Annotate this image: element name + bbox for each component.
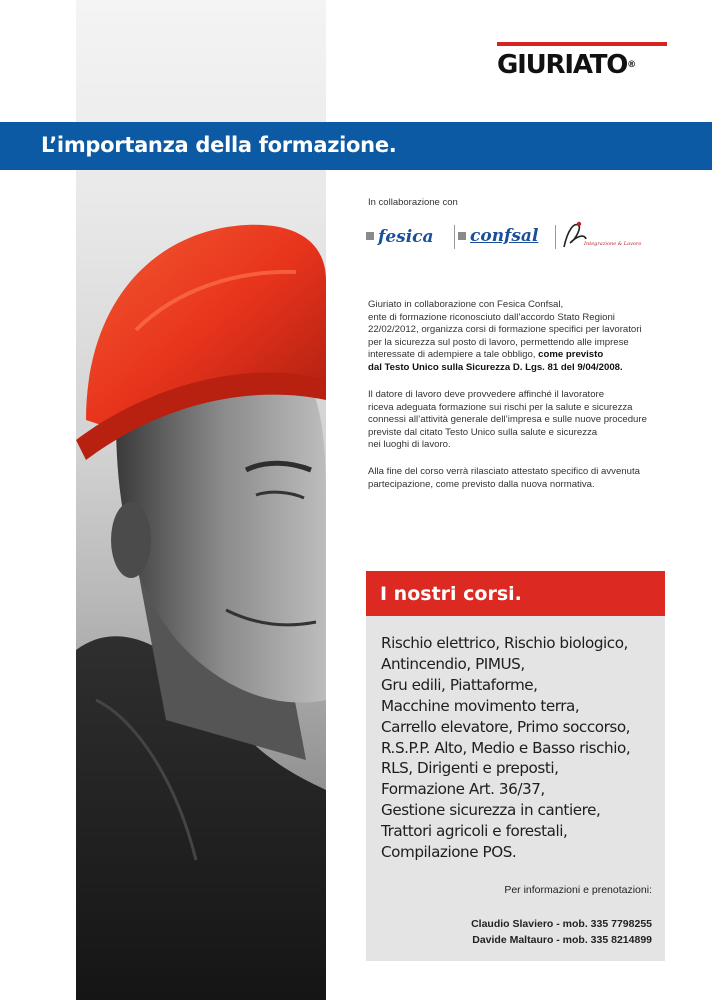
text-fragment: interessate di adempiere a tale obbligo, [368,349,536,361]
fesica-square-icon [366,232,374,240]
course-item: Antincendio, PIMUS, [381,654,525,673]
text-line: 22/02/2012, organizza corsi di formazione specifici per lavoratori [368,324,642,336]
text-line: Il datore di lavoro deve provvedere affinché il lavoratore [368,389,605,400]
text-line: Giuriato in collaborazione con Fesica Confsal, [368,299,564,310]
course-item: Gestione sicurezza in cantiere, [381,801,601,820]
logo-reg-mark: ® [627,60,635,70]
page-title: L’importanza della formazione. [41,133,397,157]
text-line [368,349,688,362]
contact-davide: Davide Maltauro - mob. 335 8214899 [472,934,652,946]
course-item: Carrello elevatore, Primo soccorso, [381,717,631,736]
course-item: Trattori agricoli e forestali, [381,822,568,841]
course-item: Macchine movimento terra, [381,696,580,715]
text-bold-fragment: dal Testo Unico sulla Sicurezza D. Lgs. 81 del 9/04/2008. [368,361,623,373]
text-line: ente di formazione riconosciuto dall’accordo Stato Regioni [368,311,615,323]
text-line: nei luoghi di lavoro. [368,439,451,451]
text-line [368,362,688,375]
course-item: R.S.P.P. Alto, Medio e Basso rischio, [381,738,631,757]
text-line: riceva adeguata formazione sui rischi per la salute e sicurezza [368,401,633,413]
partner-integrazione-label: Integrazione & Lavoro [584,241,642,247]
contact-claudio: Claudio Slaviero - mob. 335 7798255 [471,918,652,930]
partner-logos [366,219,676,253]
info-label: Per informazioni e prenotazioni: [504,884,652,896]
intro-paragraph [368,299,688,375]
giuriato-logo [497,42,667,78]
course-item: Formazione Art. 36/37, [381,780,545,799]
partner-divider [555,225,556,249]
logo-red-bar [497,42,667,46]
courses-title: I nostri corsi. [380,583,522,605]
text-line: previste dal citato Testo Unico sulla salute e sicurezza [368,426,598,438]
ear-shape [111,502,151,578]
text-line: partecipazione, come previsto dalla nuova normativa. [368,478,595,490]
text-line: Alla fine del corso verrà rilasciato attestato specifico di avvenuta [368,466,640,477]
confsal-square-icon [458,232,466,240]
logo-text: GIURIATO [497,50,628,80]
certificate-paragraph [368,466,688,491]
text-bold-fragment: come previsto [538,349,604,361]
course-item: Compilazione POS. [381,843,517,862]
text-line: connessi all’attività generale dell’impresa e sulle nuove procedure [368,414,647,426]
collaboration-intro: In collaborazione con [368,197,458,208]
partner-fesica-logo: fesica [378,227,434,247]
employer-paragraph [368,389,688,452]
text-line: per la sicurezza sul posto di lavoro, permettendo alle imprese [368,336,629,348]
course-item: Rischio elettrico, Rischio biologico, [381,634,628,652]
partner-confsal-logo: confsal [470,226,539,246]
course-item: Gru edili, Piattaforme, [381,675,538,694]
partner-divider [454,225,455,249]
course-item: RLS, Dirigenti e preposti, [381,759,559,778]
course-list [381,633,630,863]
